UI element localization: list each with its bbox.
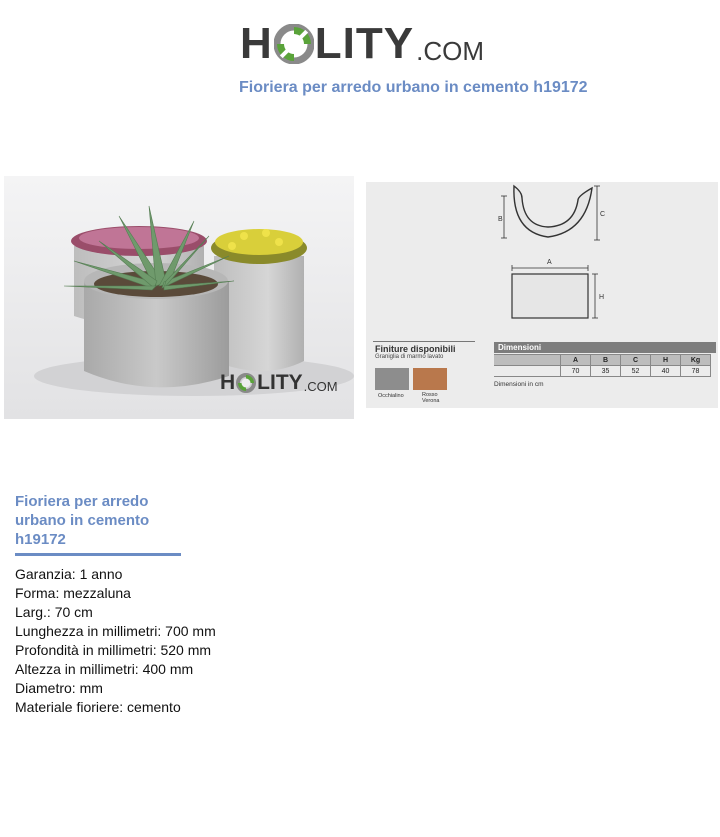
dimensions-title: Dimensioni xyxy=(494,342,716,353)
dimensions-val-c: 52 xyxy=(621,366,651,377)
product-title: Fioriera per arredo urbano in cemento h19172 xyxy=(15,493,150,548)
watermark-text: LITY xyxy=(257,371,303,394)
dimensions-value-row xyxy=(494,366,711,377)
spec-materiale: Materiale fioriere: cemento xyxy=(15,699,181,715)
dimensions-blank-cell xyxy=(494,366,561,377)
dimensions-col-a: A xyxy=(561,355,591,366)
logo-suffix: .COM xyxy=(416,36,484,66)
dimensions-col-c: C xyxy=(621,355,651,366)
dimensions-note: Dimensioni in cm xyxy=(494,381,544,388)
product-photo[interactable] xyxy=(4,176,354,419)
technical-sheet[interactable] xyxy=(366,182,718,408)
dimensions-col-kg: Kg xyxy=(681,355,711,366)
logo-o-icon xyxy=(274,24,314,64)
finishes-title: Finiture disponibili xyxy=(375,344,456,354)
dimensions-val-b: 35 xyxy=(591,366,621,377)
label-h: H xyxy=(599,294,605,301)
dimensions-val-kg: 78 xyxy=(681,366,711,377)
spec-garanzia: Garanzia: 1 anno xyxy=(15,566,123,582)
logo-text: LITY xyxy=(314,19,415,68)
page-title: Fioriera per arredo urbano in cemento h19172 xyxy=(239,79,588,96)
finishes-subtitle: Graniglia di marmo lavato xyxy=(375,354,444,360)
dimensions-col-h: H xyxy=(651,355,681,366)
site-logo[interactable] xyxy=(240,14,484,66)
dimensions-table xyxy=(494,354,711,377)
photo-watermark xyxy=(220,372,338,394)
spec-altezza: Altezza in millimetri: 400 mm xyxy=(15,661,194,677)
watermark-letter-h: H xyxy=(220,371,236,394)
spec-larghezza: Larg.: 70 cm xyxy=(15,604,93,620)
spec-forma: Forma: mezzaluna xyxy=(15,585,131,601)
spec-lunghezza: Lunghezza in millimetri: 700 mm xyxy=(15,623,216,639)
swatch-rosso-verona xyxy=(413,368,447,390)
swatch-label-rosso-verona: Rosso Verona xyxy=(422,392,440,404)
watermark-suffix: .COM xyxy=(303,379,338,394)
dimensions-header-row xyxy=(494,355,711,366)
label-c: C xyxy=(600,211,606,218)
product-title-underline xyxy=(15,553,181,556)
watermark-o-icon xyxy=(236,373,256,393)
label-b: B xyxy=(498,216,503,223)
dimensions-val-h: 40 xyxy=(651,366,681,377)
spec-diametro: Diametro: mm xyxy=(15,680,103,696)
dimensions-col-b: B xyxy=(591,355,621,366)
label-a: A xyxy=(547,259,552,266)
spec-profondita: Profondità in millimetri: 520 mm xyxy=(15,642,212,658)
dimensions-val-a: 70 xyxy=(561,366,591,377)
swatch-label-occhialino: Occhialino xyxy=(378,393,404,399)
dimension-drawing xyxy=(366,182,718,332)
finishes-divider xyxy=(373,341,475,342)
dimensions-blank-cell xyxy=(494,355,561,366)
product-specs xyxy=(15,565,216,717)
swatch-occhialino xyxy=(375,368,409,390)
logo-letter-h: H xyxy=(240,19,273,68)
